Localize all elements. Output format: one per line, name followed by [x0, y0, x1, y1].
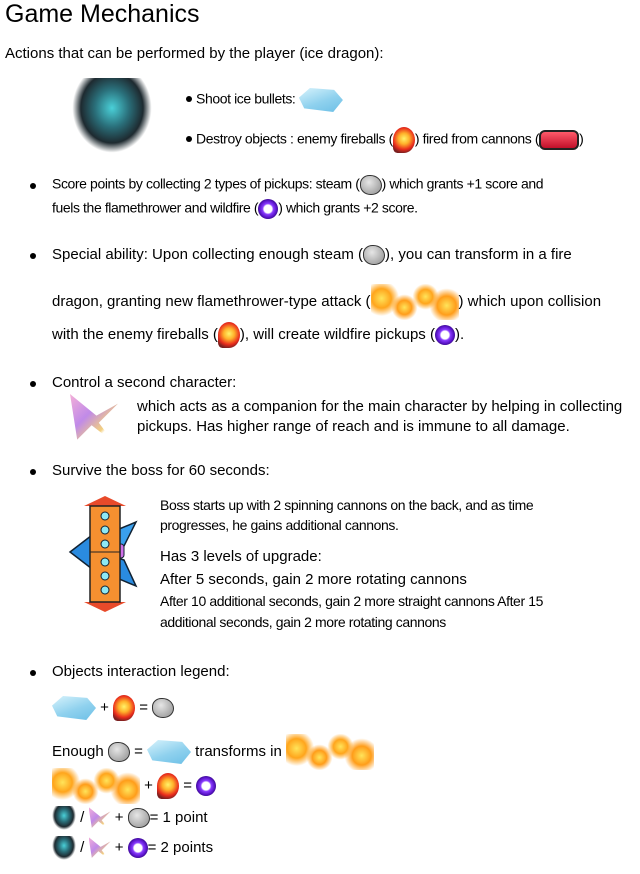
cannon-icon [539, 130, 579, 150]
butterfly-companion-image [70, 394, 118, 442]
legend-row-2points [52, 836, 213, 860]
boss-line4: After 5 seconds, gain 2 more rotating cannons [160, 571, 467, 588]
boss-line5: After 10 additional seconds, gain 2 more straight cannons After 15 [160, 593, 543, 609]
boss-image [68, 494, 143, 614]
text: ) fired from cannons ( [414, 130, 540, 147]
companion-line1: which acts as a companion for the main character by helping in collecting [137, 398, 623, 415]
text: Destroy objects : enemy fireballs ( [196, 130, 393, 147]
text: = 1 point [149, 808, 208, 826]
ice-dragon-icon [52, 806, 76, 830]
text: transforms in [195, 742, 282, 760]
text: / [80, 808, 85, 826]
text: ) which grants +1 score and [381, 175, 544, 192]
flamethrower-icon [286, 734, 374, 770]
legend-row-wildfire [52, 768, 216, 804]
fireball-icon [113, 695, 135, 721]
score-line1 [52, 175, 543, 195]
steam-icon [152, 698, 174, 718]
ice-dragon-icon [52, 836, 76, 860]
steam-icon [360, 175, 382, 195]
fireball-icon [218, 322, 240, 348]
text: ) which grants +2 score. [278, 199, 418, 216]
text: ) which upon collision [458, 292, 602, 310]
text: = [183, 776, 193, 794]
text: fuels the flamethrower and wildfire ( [52, 199, 259, 216]
text: ) [579, 130, 584, 147]
text: ), will create wildfire pickups ( [239, 325, 435, 343]
text: = [139, 698, 149, 716]
companion-heading: Control a second character: [52, 374, 237, 391]
score-line2 [52, 199, 418, 219]
action-shoot-text: Shoot ice bullets: [196, 90, 296, 107]
text: + [144, 776, 153, 794]
ice-bullet-icon [299, 88, 343, 112]
text: / [80, 838, 85, 856]
wildfire-icon [128, 838, 148, 858]
flamethrower-icon [52, 768, 140, 804]
legend-row-1point [52, 806, 208, 830]
boss-heading: Survive the boss for 60 seconds: [52, 462, 270, 479]
steam-icon [128, 808, 150, 828]
ice-bullet-icon [147, 740, 191, 764]
action-shoot [186, 88, 343, 112]
boss-line1: Boss starts up with 2 spinning cannons on the back, and as time [160, 497, 534, 513]
steam-icon [108, 742, 130, 762]
text: Enough [52, 742, 104, 760]
text: Special ability: Upon collecting enough steam ( [52, 245, 364, 263]
special-line1 [52, 245, 572, 265]
butterfly-icon [89, 837, 111, 859]
ice-dragon-image [72, 78, 152, 153]
text: Score points by collecting 2 types of pickups: steam ( [52, 175, 360, 192]
text: + [114, 838, 124, 856]
legend-row-transform [52, 734, 374, 770]
text: + [114, 808, 124, 826]
wildfire-icon [258, 199, 278, 219]
text: = [134, 742, 143, 760]
fireball-icon [393, 127, 415, 153]
steam-icon [363, 245, 385, 265]
special-line2 [52, 284, 601, 320]
text: + [100, 698, 109, 716]
action-destroy [186, 127, 583, 153]
ice-bullet-icon [52, 696, 96, 720]
legend-heading: Objects interaction legend: [52, 663, 230, 680]
boss-line6: additional seconds, gain 2 more rotating cannons [160, 614, 446, 630]
wildfire-icon [196, 776, 216, 796]
text: with the enemy fireballs ( [52, 325, 218, 343]
boss-line2: progresses, he gains additional cannons. [160, 517, 399, 533]
butterfly-icon [89, 807, 111, 829]
text: ), you can transform in a fire [385, 245, 572, 263]
text: = 2 points [147, 838, 214, 856]
companion-line2: pickups. Has higher range of reach and is immune to all damage. [137, 418, 570, 435]
wildfire-icon [435, 325, 455, 345]
special-line3 [52, 322, 464, 348]
flamethrower-icon [371, 284, 459, 320]
text: dragon, granting new flamethrower-type attack ( [52, 292, 371, 310]
legend-row-steam [52, 695, 174, 721]
boss-line3: Has 3 levels of upgrade: [160, 548, 322, 565]
intro-text: Actions that can be performed by the player (ice dragon): [5, 45, 384, 62]
page-title: Game Mechanics [5, 0, 200, 28]
fireball-icon [157, 773, 179, 799]
text: ). [454, 325, 465, 343]
